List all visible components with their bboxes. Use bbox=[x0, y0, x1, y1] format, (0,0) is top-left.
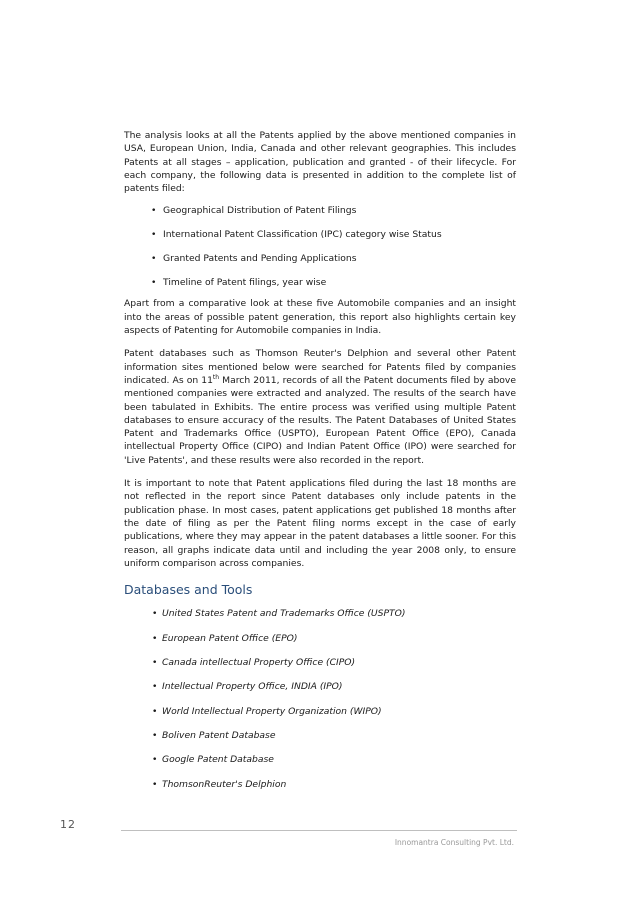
list-item: • United States Patent and Trademarks Office (USPTO) bbox=[152, 608, 406, 620]
footer-divider bbox=[121, 830, 517, 831]
list-item: • Timeline of Patent filings, year wise bbox=[151, 277, 327, 289]
bullet-icon: • bbox=[151, 229, 157, 241]
intro-paragraph: The analysis looks at all the Patents applied by the above mentioned companies in USA, European Union, India, Canada and other relevant geographies. This includes Patents at all stages – application, publication and granted - of their lifecycle. For each company, the following data is presented in addition to the complete list of patents filed: bbox=[124, 130, 516, 195]
list-item: • Geographical Distribution of Patent Filings bbox=[151, 205, 357, 217]
list-item: • Canada intellectual Property Office (CIPO) bbox=[152, 656, 356, 668]
bullet-icon: • bbox=[151, 253, 157, 265]
list-item: • European Patent Office (EPO) bbox=[152, 632, 298, 644]
bullet-icon: • bbox=[152, 754, 158, 766]
bullet-icon: • bbox=[152, 608, 158, 620]
bullet-icon: • bbox=[152, 705, 158, 717]
bullet-icon: • bbox=[152, 632, 158, 644]
list-item: • Granted Patents and Pending Applications bbox=[151, 253, 357, 265]
list-item: • Google Patent Database bbox=[152, 754, 274, 766]
list-item: • Intellectual Property Office, INDIA (IPO) bbox=[152, 681, 343, 693]
list-item: • International Patent Classification (IPC) category wise Status bbox=[151, 229, 442, 241]
bullet-icon: • bbox=[152, 681, 158, 693]
bullet-icon: • bbox=[152, 778, 158, 790]
footer-company-name: Innomantra Consulting Pvt. Ltd. bbox=[394, 838, 514, 847]
comparative-paragraph: Apart from a comparative look at these five Automobile companies and an insight into the areas of possible patent generation, this report also highlights certain key aspects of Patenting for Automobile companies in India. bbox=[124, 298, 516, 337]
list-item: • World Intellectual Property Organization (WIPO) bbox=[152, 705, 382, 717]
page-number: 12 bbox=[60, 818, 76, 831]
tools-list bbox=[124, 607, 516, 791]
data-items-list bbox=[124, 204, 516, 289]
bullet-icon: • bbox=[152, 730, 158, 742]
bullet-icon: • bbox=[151, 277, 157, 289]
page-content bbox=[124, 129, 516, 802]
list-item: • Boliven Patent Database bbox=[152, 730, 276, 742]
list-item: • ThomsonReuter's Delphion bbox=[152, 778, 287, 790]
date-superscript: th bbox=[212, 373, 220, 381]
databases-paragraph: Patent databases such as Thomson Reuter's Delphion and several other Patent information sites mentioned below were searched for Patents filed by companies indicated. As on 11th March 2011, records of all the Patent documents filed by above mentioned companies were extracted and analyzed. The results of the search have been tabulated in Exhibits. The entire process was verified using multiple Patent databases to ensure accuracy of the results. The Patent Databases of United States Patent and Trademarks Office (USPTO), European Patent Office (EPO), Canada intellectual Property Office (CIPO) and Indian Patent Office (IPO) were searched for 'Live Patents', and these results were also recorded in the report. bbox=[124, 348, 516, 466]
section-heading: Databases and Tools bbox=[124, 582, 253, 598]
bullet-icon: • bbox=[151, 205, 157, 217]
note-paragraph: It is important to note that Patent applications filed during the last 18 months are not reflected in the report since Patent databases only include patents in the publication phase. In most cases, patent applications get published 18 months after the date of filing as per the Patent filing norms except in the case of early publications, where they may appear in the patent databases a little sooner. For this reason, all graphs indicate data until and including the year 2008 only, to ensure uniform comparison across companies. bbox=[124, 478, 516, 569]
bullet-icon: • bbox=[152, 656, 158, 668]
